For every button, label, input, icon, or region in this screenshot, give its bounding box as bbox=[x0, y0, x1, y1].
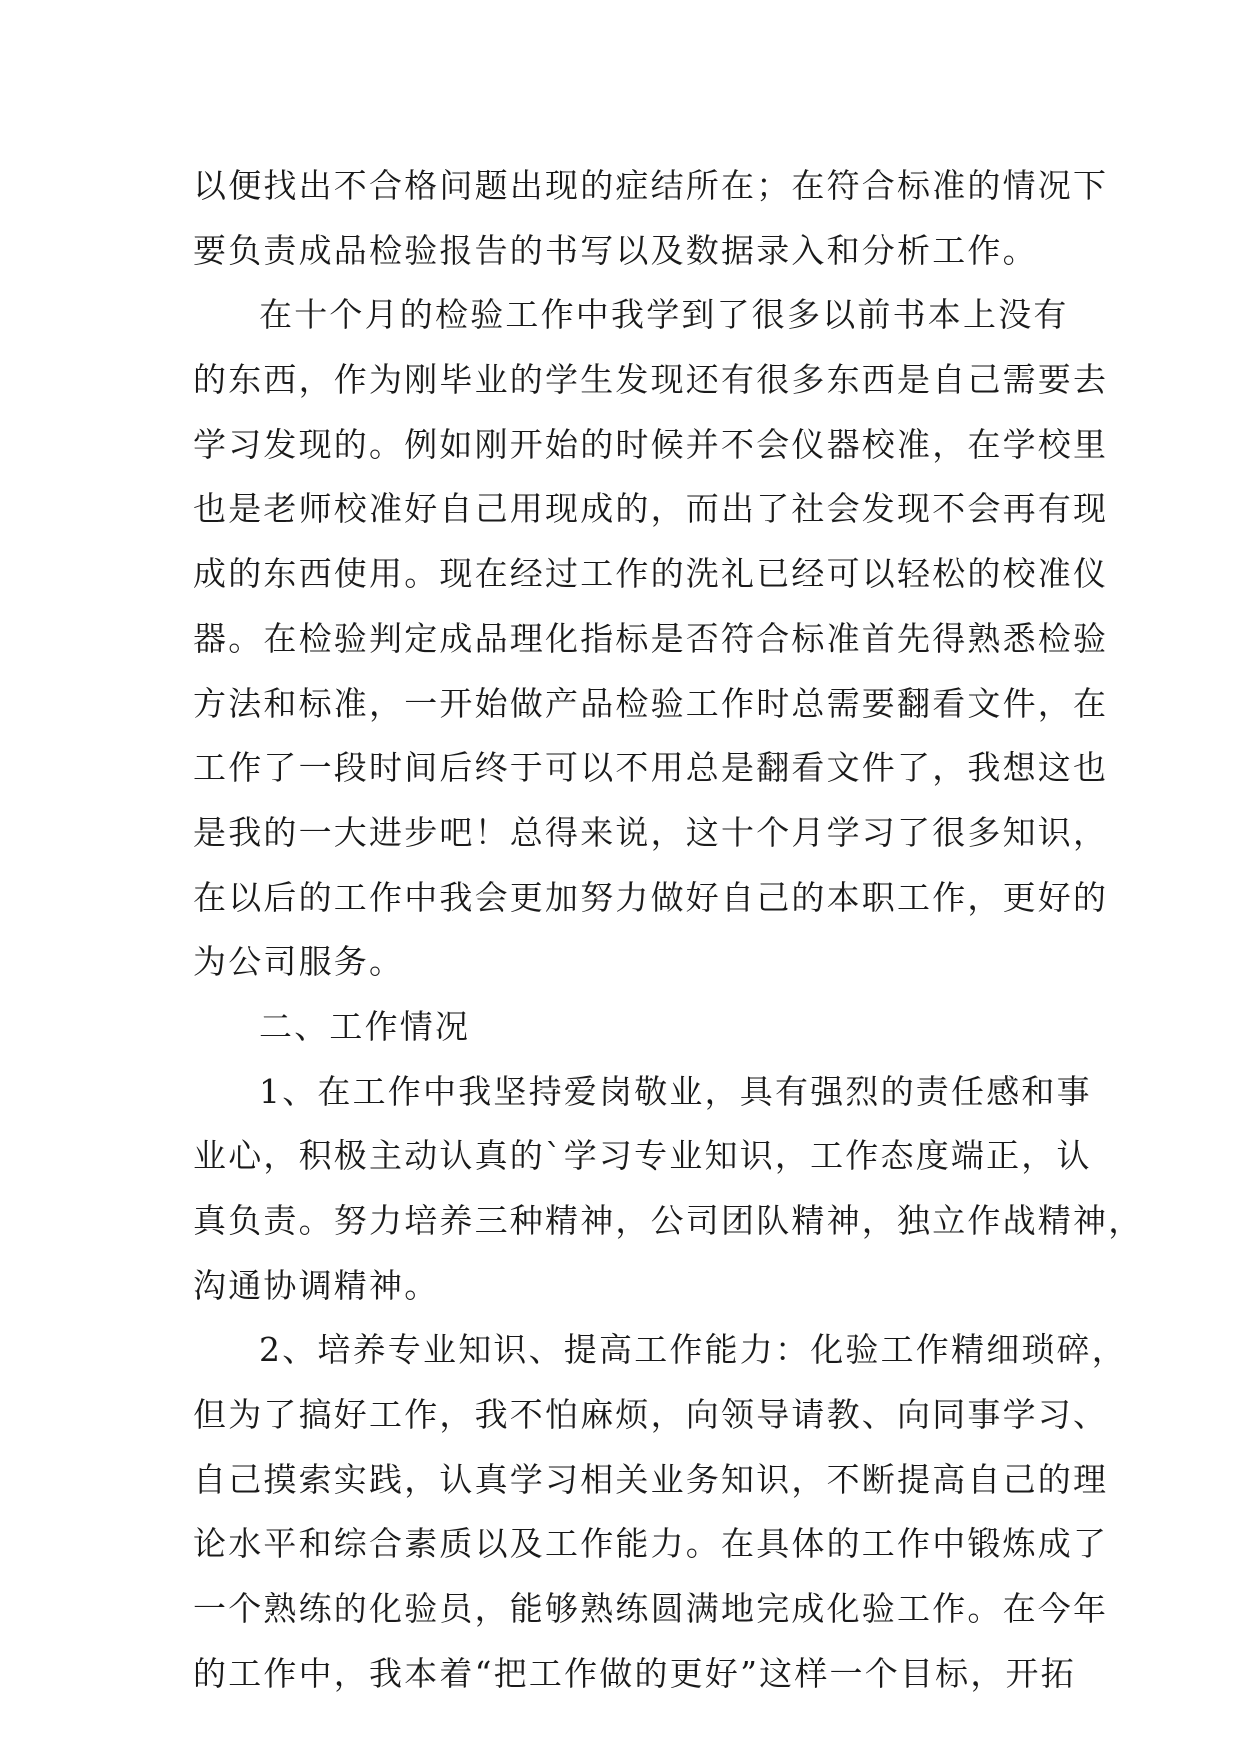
text-line: 成的东西使用。现在经过工作的洗礼已经可以轻松的校准仪 bbox=[193, 554, 1109, 594]
text-line: 自己摸索实践，认真学习相关业务知识，不断提高自己的理 bbox=[193, 1459, 1109, 1499]
text-line: 器。在检验判定成品理化指标是否符合标准首先得熟悉检验 bbox=[193, 618, 1109, 658]
text-line: 学习发现的。例如刚开始的时候并不会仪器校准，在学校里 bbox=[193, 424, 1109, 464]
text-line: 的东西，作为刚毕业的学生发现还有很多东西是自己需要去 bbox=[193, 360, 1109, 400]
text-line: 以便找出不合格问题出现的症结所在；在符合标准的情况下 bbox=[193, 166, 1109, 205]
text-line: 在十个月的检验工作中我学到了很多以前书本上没有 bbox=[259, 295, 1069, 335]
text-line: 是我的一大进步吧！总得来说，这十个月学习了很多知识， bbox=[193, 812, 1109, 852]
text-line: 也是老师校准好自己用现成的，而出了社会发现不会再有现 bbox=[193, 489, 1109, 529]
body-text bbox=[193, 154, 1144, 1707]
text-line: 的工作中，我本着“把工作做的更好”这样一个目标，开拓 bbox=[193, 1653, 1076, 1693]
text-line: 为公司服务。 bbox=[193, 942, 405, 982]
text-line: 要负责成品检验报告的书写以及数据录入和分析工作。 bbox=[193, 230, 1038, 270]
text-line: 真负责。努力培养三种精神，公司团队精神，独立作战精神， bbox=[193, 1201, 1144, 1240]
text-line: 在以后的工作中我会更加努力做好自己的本职工作，更好的 bbox=[193, 877, 1109, 917]
text-line: 工作了一段时间后终于可以不用总是翻看文件了，我想这也 bbox=[193, 748, 1109, 788]
text-line: 一个熟练的化验员，能够熟练圆满地完成化验工作。在今年 bbox=[193, 1589, 1109, 1629]
text-line: 二、工作情况 bbox=[259, 1006, 471, 1046]
text-line: 方法和标准，一开始做产品检验工作时总需要翻看文件，在 bbox=[193, 683, 1109, 723]
text-line: 沟通协调精神。 bbox=[193, 1265, 440, 1305]
text-line: 但为了搞好工作，我不怕麻烦，向领导请教、向同事学习、 bbox=[193, 1395, 1109, 1435]
text-line: 1、在工作中我坚持爱岗敬业，具有强烈的责任感和事 bbox=[259, 1071, 1092, 1111]
text-line: 论水平和综合素质以及工作能力。在具体的工作中锻炼成了 bbox=[193, 1524, 1109, 1564]
text-line: 业心，积极主动认真的`学习专业知识，工作态度端正，认 bbox=[193, 1136, 1092, 1176]
text-line: 2、培养专业知识、提高工作能力：化验工作精细琐碎， bbox=[259, 1330, 1127, 1370]
